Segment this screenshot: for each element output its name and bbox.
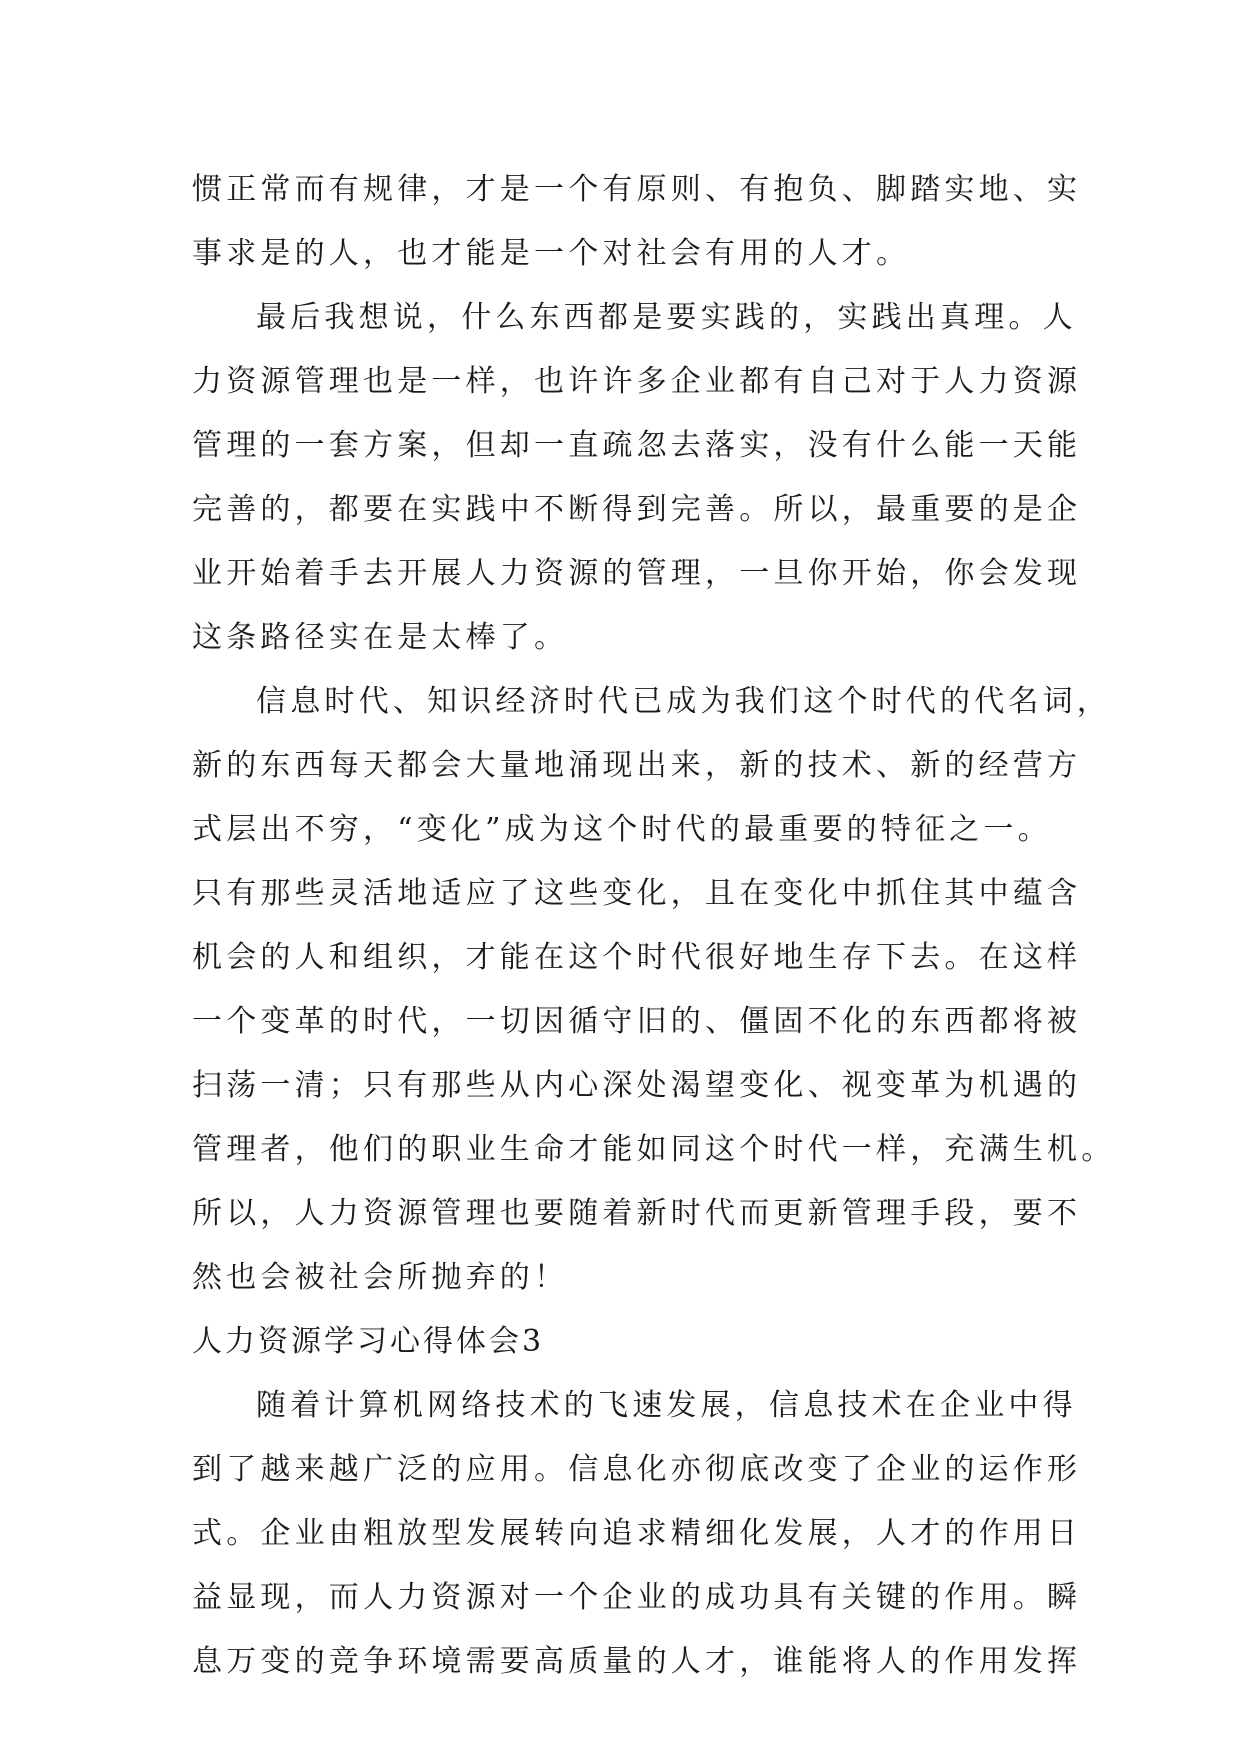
text-line: 到了越来越广泛的应用。信息化亦彻底改变了企业的运作形 <box>192 1452 1082 1487</box>
text-line: 扫荡一清；只有那些从内心深处渴望变化、视变革为机遇的 <box>192 1068 1082 1103</box>
text-line: 信息时代、知识经济时代已成为我们这个时代的代名词， <box>256 684 1111 719</box>
text-line: 事求是的人，也才能是一个对社会有用的人才。 <box>192 236 911 271</box>
text-line: 管理者，他们的职业生命才能如同这个时代一样，充满生机。 <box>192 1132 1116 1167</box>
text-line: 随着计算机网络技术的飞速发展，信息技术在企业中得 <box>256 1388 1077 1423</box>
text-line: 惯正常而有规律，才是一个有原则、有抱负、脚踏实地、实 <box>192 172 1082 207</box>
text-line: 一个变革的时代，一切因循守旧的、僵固不化的东西都将被 <box>192 1004 1082 1039</box>
text-line: 力资源管理也是一样，也许许多企业都有自己对于人力资源 <box>192 364 1082 399</box>
text-line: 式。企业由粗放型发展转向追求精细化发展，人才的作用日 <box>192 1516 1082 1551</box>
text-line: 业开始着手去开展人力资源的管理，一旦你开始，你会发现 <box>192 556 1082 591</box>
document-body <box>192 158 1116 1694</box>
text-line: 新的东西每天都会大量地涌现出来，新的技术、新的经营方 <box>192 748 1082 783</box>
text-line: 然也会被社会所抛弃的！ <box>192 1260 569 1295</box>
text-line: 管理的一套方案，但却一直疏忽去落实，没有什么能一天能 <box>192 428 1082 463</box>
text-line: 益显现，而人力资源对一个企业的成功具有关键的作用。瞬 <box>192 1580 1082 1615</box>
text-line: 机会的人和组织，才能在这个时代很好地生存下去。在这样 <box>192 940 1082 975</box>
text-line: 最后我想说，什么东西都是要实践的，实践出真理。人 <box>256 300 1077 335</box>
paragraph <box>192 158 1082 286</box>
text-line: 只有那些灵活地适应了这些变化，且在变化中抓住其中蕴含 <box>192 876 1082 911</box>
paragraph <box>192 1374 1082 1694</box>
text-line: 完善的，都要在实践中不断得到完善。所以，最重要的是企 <box>192 492 1082 527</box>
section-heading: 人力资源学习心得体会3 <box>192 1324 545 1359</box>
text-line: 这条路径实在是太棒了。 <box>192 620 569 655</box>
text-line: 息万变的竞争环境需要高质量的人才，谁能将人的作用发挥 <box>192 1644 1082 1679</box>
paragraph <box>192 286 1082 670</box>
text-line: 所以，人力资源管理也要随着新时代而更新管理手段，要不 <box>192 1196 1082 1231</box>
paragraph <box>192 670 1116 1310</box>
text-line: 式层出不穷，“变化”成为这个时代的最重要的特征之一。 <box>192 812 1052 847</box>
